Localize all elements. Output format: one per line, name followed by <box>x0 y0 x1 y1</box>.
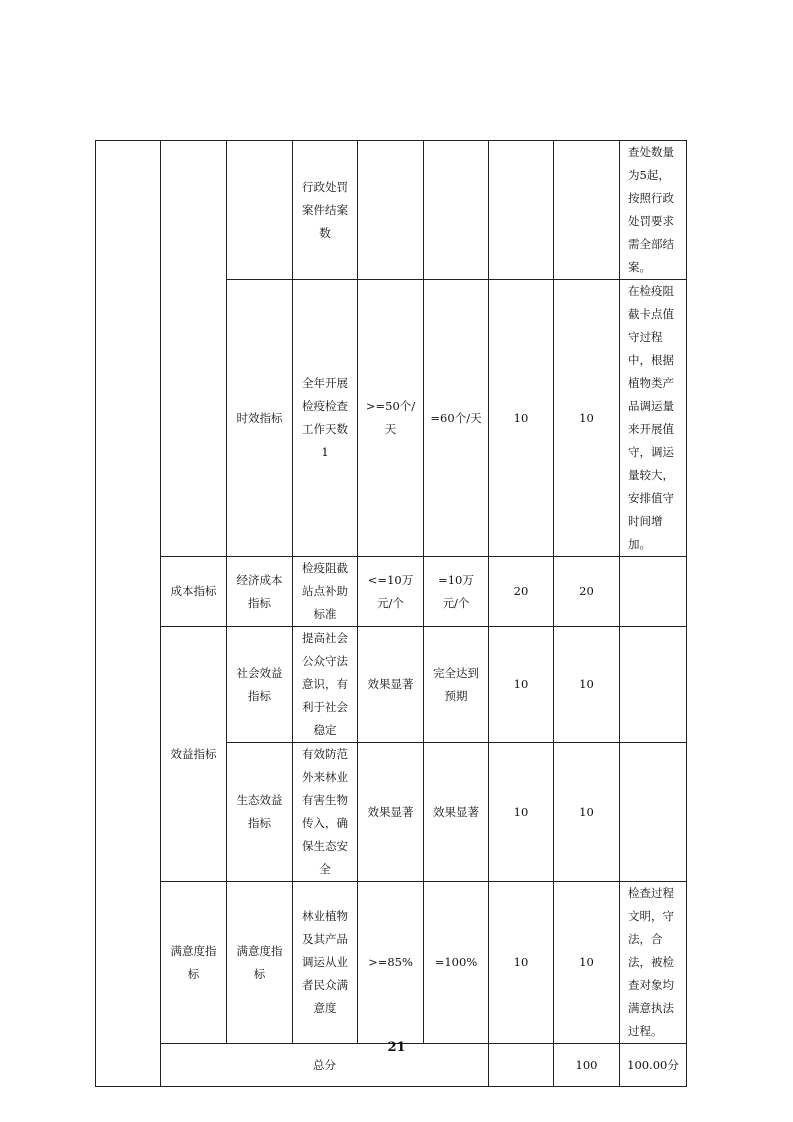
actual-cell: 效果显著 <box>424 743 489 882</box>
table-row <box>96 557 687 627</box>
score-cell <box>554 141 620 280</box>
total-score-cell: 100.00分 <box>620 1044 687 1087</box>
note-cell: 检查过程文明，守法，合法，被检查对象均满意执法过程。 <box>620 882 687 1044</box>
actual-cell: =10万元/个 <box>424 557 489 627</box>
indicator-cell: 行政处罚案件结案数 <box>293 141 358 280</box>
level3-category-cell <box>227 141 293 280</box>
weight-cell: 20 <box>489 557 554 627</box>
indicator-cell: 有效防范外来林业有害生物传入，确保生态安全 <box>293 743 358 882</box>
score-cell: 20 <box>554 557 620 627</box>
actual-cell <box>424 141 489 280</box>
target-cell: 效果显著 <box>358 627 424 743</box>
level2-category-cell <box>161 141 227 557</box>
score-cell: 10 <box>554 743 620 882</box>
total-weight-cell: 100 <box>554 1044 620 1087</box>
category-cell: 满意度指标 <box>161 882 227 1044</box>
indicator-cell: 全年开展检疫检查工作天数1 <box>293 280 358 557</box>
sub-category-cell: 社会效益指标 <box>227 627 293 743</box>
note-cell: 在检疫阻截卡点值守过程中，根据植物类产品调运量来开展值守，调运量较大，安排值守时间增加。 <box>620 280 687 557</box>
note-cell <box>620 743 687 882</box>
actual-cell: =100% <box>424 882 489 1044</box>
note-cell <box>620 627 687 743</box>
sub-category-cell: 生态效益指标 <box>227 743 293 882</box>
note-cell: 查处数量为5起，按照行政处罚要求需全部结案。 <box>620 141 687 280</box>
performance-indicator-table <box>95 140 687 1087</box>
indicator-cell: 检疫阻截站点补助标准 <box>293 557 358 627</box>
category-cell: 成本指标 <box>161 557 227 627</box>
indicator-cell: 提高社会公众守法意识，有利于社会稳定 <box>293 627 358 743</box>
target-cell: >=85% <box>358 882 424 1044</box>
target-cell <box>358 141 424 280</box>
target-cell: <=10万元/个 <box>358 557 424 627</box>
page-number: 21 <box>387 1040 406 1055</box>
actual-cell: =60个/天 <box>424 280 489 557</box>
table-row <box>96 882 687 1044</box>
weight-cell: 10 <box>489 743 554 882</box>
sub-category-cell: 时效指标 <box>227 280 293 557</box>
table-row <box>96 141 687 280</box>
level1-category-cell <box>96 141 161 1087</box>
score-cell: 10 <box>554 280 620 557</box>
weight-cell: 10 <box>489 882 554 1044</box>
sub-category-cell: 经济成本指标 <box>227 557 293 627</box>
weight-cell: 10 <box>489 627 554 743</box>
target-cell: >=50个/天 <box>358 280 424 557</box>
table-row <box>96 627 687 743</box>
sub-category-cell: 满意度指标 <box>227 882 293 1044</box>
target-cell: 效果显著 <box>358 743 424 882</box>
weight-cell <box>489 141 554 280</box>
score-cell: 10 <box>554 882 620 1044</box>
category-cell: 效益指标 <box>161 627 227 882</box>
indicator-cell: 林业植物及其产品调运从业者民众满意度 <box>293 882 358 1044</box>
weight-cell: 10 <box>489 280 554 557</box>
total-label-cell: 总分 <box>161 1044 489 1087</box>
actual-cell: 完全达到预期 <box>424 627 489 743</box>
note-cell <box>620 557 687 627</box>
score-cell: 10 <box>554 627 620 743</box>
